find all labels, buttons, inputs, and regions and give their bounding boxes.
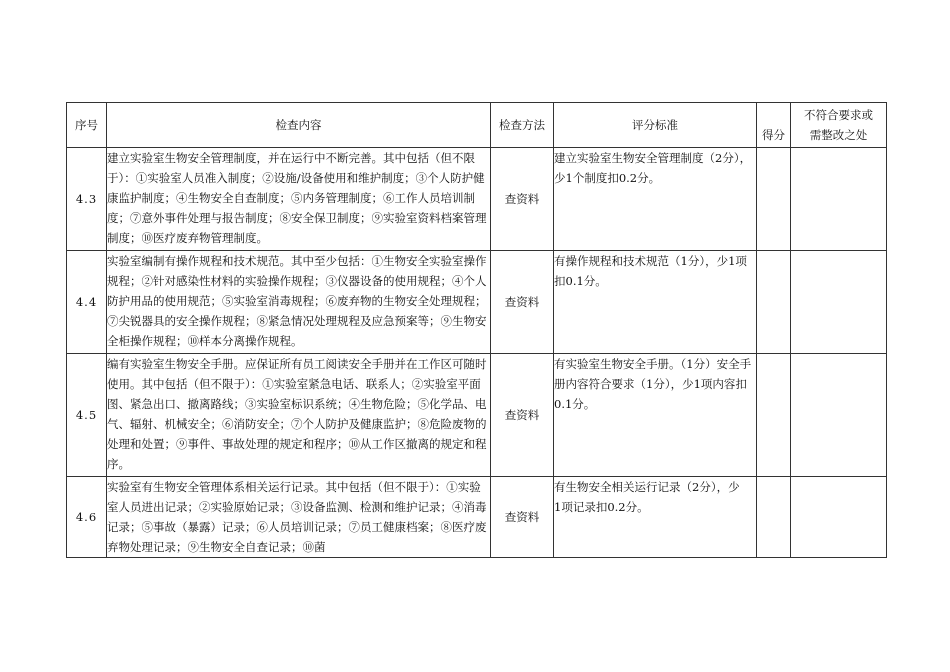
header-content: 检查内容: [107, 103, 491, 148]
row-score: [757, 354, 791, 477]
row-criteria: 有操作规程和技术规范（1分），少1项扣0.1分。: [554, 251, 757, 354]
row-noncompliance: [791, 148, 887, 251]
table-header-row: [67, 103, 887, 148]
row-method: 查资料: [491, 477, 554, 558]
table-row: [67, 354, 887, 477]
row-criteria: 建立实验室生物安全管理制度（2分），少1个制度扣0.2分。: [554, 148, 757, 251]
row-seq: 4.6: [67, 477, 107, 558]
header-criteria: 评分标准: [554, 103, 757, 148]
header-method: 检查方法: [491, 103, 554, 148]
header-noncompliance: 不符合要求或 需整改之处: [791, 103, 887, 148]
row-noncompliance: [791, 354, 887, 477]
row-score: [757, 477, 791, 558]
row-method: 查资料: [491, 251, 554, 354]
table-row: [67, 477, 887, 558]
row-seq: 4.5: [67, 354, 107, 477]
header-score: 得分: [757, 103, 791, 148]
row-content: 编有实验室生物安全手册。应保证所有员工阅读安全手册并在工作区可随时使用。其中包括（但不限于）：①实验室紧急电话、联系人；②实验室平面图、紧急出口、撤离路线；③实验室标识系统；④生物危险；⑤化学品、电气、辐射、机械安全；⑥消防安全；⑦个人防护及健康监护；⑧危险废物的处理和处置；⑨事件、事故处理的规定和程序；⑩从工作区撤离的规定和程序。: [107, 354, 491, 477]
row-content: 建立实验室生物安全管理制度，并在运行中不断完善。其中包括（但不限于）：①实验室人员准入制度；②设施/设备使用和维护制度；③个人防护健康监护制度；④生物安全自查制度；⑤内务管理制度；⑥工作人员培训制度；⑦意外事件处理与报告制度；⑧安全保卫制度；⑨实验室资料档案管理制度；⑩医疗废弃物管理制度。: [107, 148, 491, 251]
row-seq: 4.3: [67, 148, 107, 251]
row-criteria: 有实验室生物安全手册。（1分）安全手册内容符合要求（1分），少1项内容扣0.1分。: [554, 354, 757, 477]
row-criteria: 有生物安全相关运行记录（2分），少 1项记录扣0.2分。: [554, 477, 757, 558]
header-seq: 序号: [67, 103, 107, 148]
row-seq: 4.4: [67, 251, 107, 354]
table-row: [67, 148, 887, 251]
row-method: 查资料: [491, 354, 554, 477]
row-content: 实验室编制有操作规程和技术规范。其中至少包括：①生物安全实验室操作规程；②针对感染性材料的实验操作规程；③仪器设备的使用规程；④个人防护用品的使用规范；⑤实验室消毒规程；⑥废弃物的生物安全处理规程；⑦尖锐器具的安全操作规程；⑧紧急情况处理规程及应急预案等；⑨生物安全柜操作规程；⑩样本分离操作规程。: [107, 251, 491, 354]
row-content: 实验室有生物安全管理体系相关运行记录。其中包括（但不限于）：①实验室人员进出记录；②实验原始记录；③设备监测、检测和维护记录；④消毒记录；⑤事故（暴露）记录；⑥人员培训记录；⑦员工健康档案；⑧医疗废弃物处理记录；⑨生物安全自查记录；⑩菌: [107, 477, 491, 558]
row-noncompliance: [791, 251, 887, 354]
row-method: 查资料: [491, 148, 554, 251]
row-score: [757, 251, 791, 354]
inspection-table: [66, 102, 887, 558]
row-noncompliance: [791, 477, 887, 558]
row-score: [757, 148, 791, 251]
table-row: [67, 251, 887, 354]
